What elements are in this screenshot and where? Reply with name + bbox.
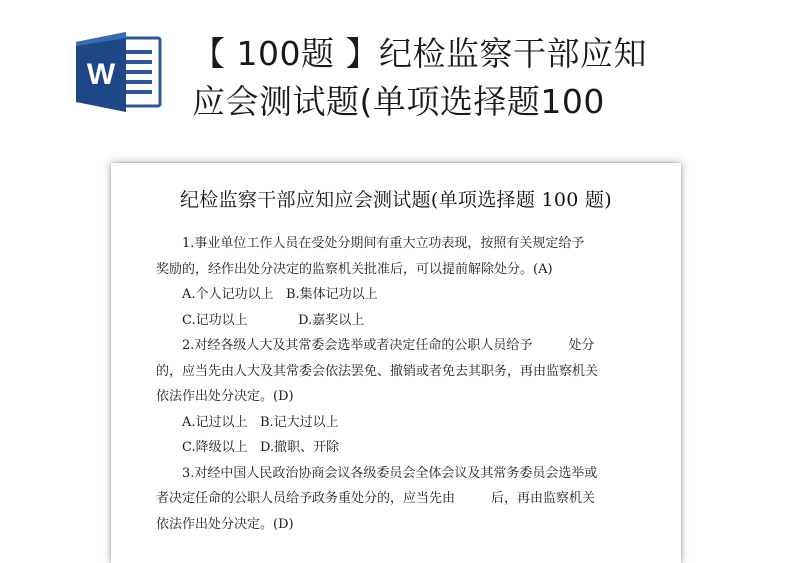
q2-option-a: A.记过以上 [182,414,248,430]
q2-option-b: B.记大过以上 [259,414,339,430]
q1-option-c: C.记功以上 [182,312,248,328]
q2-line2: 的，应当先由人大及其常委会依法罢免、撤销或者免去其职务，再由监察机关 [156,363,599,379]
document-title: 纪检监察干部应知应会测试题(单项选择题 100 题) [180,189,612,211]
header [0,0,800,150]
q2-option-c: C.降级以上 [182,440,248,455]
q2-line3: 依法作出处分决定。(D) [156,389,294,404]
q1-option-a: A.个人记功以上 [182,287,274,302]
document-body [156,231,651,537]
q1-option-d: D.嘉奖以上 [298,312,365,328]
page-title [192,30,752,126]
q1-line1: 1.事业单位工作人员在受处分期间有重大立功表现，按照有关规定给予 [182,236,585,251]
q2-line1-tail: 处分 [568,338,595,353]
q2-options-cd [156,435,651,461]
q1-option-b: B.集体记功以上 [285,287,378,302]
q1-line2: 奖励的，经作出处分决定的监察机关批准后，可以提前解除处分。(A) [156,261,553,277]
q2-line1-text: 2.对经各级人大及其常委会选举或者决定任命的公职人员给予 [182,338,533,353]
q2-line1 [156,333,651,359]
q1-options-cd [156,308,651,334]
word-document-icon [74,32,164,112]
document-page [111,163,681,563]
q3-line3: 依法作出处分决定。(D) [156,516,294,532]
word-icon-letter: W [86,58,116,91]
q1-options-ab [156,282,651,308]
q3-line2-text: 者决定任命的公职人员给予政务重处分的，应当先由 [156,491,456,506]
q3-line2-tail: 后，再由监察机关 [491,491,596,506]
q3-line1: 3.对经中国人民政治协商会议各级委员会全体会议及其常务委员会选举或 [182,465,598,481]
q2-options-ab [156,410,651,436]
page-title-line2: 应会测试题(单项选择题100 [192,82,605,121]
page-title-line1: 【 100题 】纪检监察干部应知 [192,34,647,73]
q2-option-d: D.撤职、开除 [260,440,340,455]
q3-line2 [156,486,651,512]
